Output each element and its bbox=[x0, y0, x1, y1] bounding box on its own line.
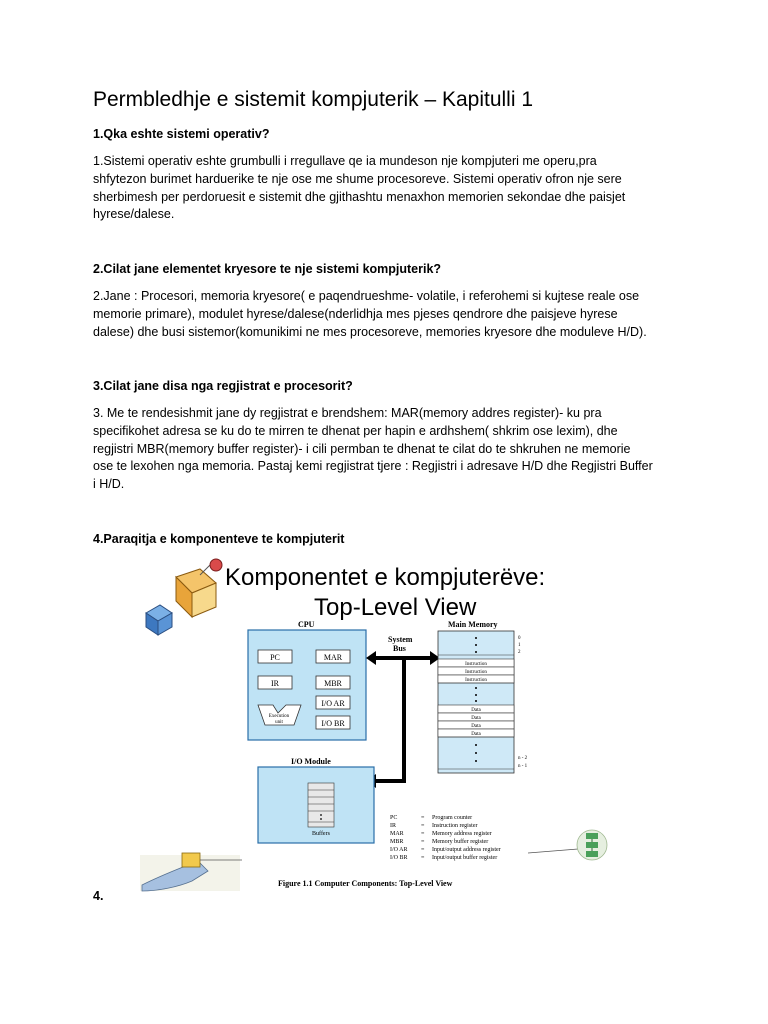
legend-desc: Memory address register bbox=[432, 831, 492, 837]
answer-1-line: 1.Sistemi operativ eshte grumbulli i rregullave qe ia mundeson nje kompjuteri me operu,pra bbox=[93, 154, 597, 168]
figure-subheading: Top-Level View bbox=[314, 594, 477, 621]
answer-2-line: dalese) dhe busi sistemor(komunikimi ne mes procesoreve, memories kryesore dhe moduleve H/D). bbox=[93, 324, 647, 339]
legend-desc: Program counter bbox=[432, 815, 473, 821]
answer-2 bbox=[93, 288, 683, 341]
memory-dot bbox=[475, 644, 477, 646]
pc-register-label: PC bbox=[270, 653, 280, 662]
ir-register-label: IR bbox=[271, 679, 279, 688]
memory-cell-label: Instruction bbox=[465, 670, 487, 675]
memory-index: n - 2 bbox=[518, 756, 528, 761]
answer-3 bbox=[93, 405, 683, 494]
figure-heading: Komponentet e kompjuterëve: bbox=[225, 564, 546, 591]
memory-cell-label: Instruction bbox=[465, 678, 487, 683]
legend-equals: = bbox=[421, 847, 425, 853]
answer-1-line: sherbimesh per perdoruesit e sistemit dhe gjithashtu menaxhon memorien sekondae dhe paisjet bbox=[93, 189, 626, 204]
memory-dot bbox=[475, 651, 477, 653]
execution-unit-label: Execution bbox=[268, 714, 290, 719]
legend bbox=[390, 815, 501, 861]
io-module-label: I/O Module bbox=[291, 757, 331, 766]
legend-desc: Input/output address register bbox=[432, 847, 501, 853]
legend-equals: = bbox=[421, 831, 425, 837]
answer-3-line: regjistri MBR(memory buffer register)- i cili permban te dhenat te cilat do te shkruhen ne memorie bbox=[93, 441, 631, 456]
memory-cell-label: Data bbox=[471, 724, 481, 729]
legend-desc: Memory buffer register bbox=[432, 839, 489, 845]
answer-1-line: shfytezon burimet harduerike te nje ose me shume procesoreve. Sistemi operativ ofron nje sere bbox=[93, 171, 622, 186]
system-bus-label: Bus bbox=[393, 644, 406, 653]
memory-cell-label: Data bbox=[471, 708, 481, 713]
legend-equals: = bbox=[421, 815, 425, 821]
legend-abbr: I/O AR bbox=[390, 847, 408, 853]
memory-index: 2 bbox=[518, 650, 521, 655]
answer-3-line: specifikohet adresa se ku do te mirren te dhenat per hapin e ardhshem( shkrim ose lexim), dhe bbox=[93, 423, 618, 438]
memory-index: 1 bbox=[518, 643, 521, 648]
legend-abbr: IR bbox=[390, 823, 396, 829]
clipart-flowchart-icon bbox=[528, 830, 607, 860]
memory-cell-label: Instruction bbox=[465, 662, 487, 667]
answer-1-line: hyrese/dalese. bbox=[93, 207, 175, 222]
question-3: 3.Cilat jane disa nga regjistrat e procesorit? bbox=[93, 379, 353, 393]
computer-components-figure bbox=[138, 555, 618, 895]
cpu-label: CPU bbox=[298, 620, 315, 629]
memory-dot bbox=[475, 760, 477, 762]
legend-equals: = bbox=[421, 855, 425, 861]
clipart-cubes-icon bbox=[146, 559, 222, 635]
memory-dot bbox=[475, 744, 477, 746]
question-1: 1.Qka eshte sistemi operativ? bbox=[93, 127, 270, 141]
answer-1 bbox=[93, 153, 683, 224]
answer-3-line: 3. Me te rendesishmit jane dy regjistrat e brendshem: MAR(memory addres register)- ku pra bbox=[93, 406, 602, 420]
memory-dot bbox=[475, 752, 477, 754]
legend-desc: Instruction register bbox=[432, 823, 478, 829]
memory-dot bbox=[475, 694, 477, 696]
execution-unit-label: unit bbox=[275, 720, 283, 725]
buffers-label: Buffers bbox=[312, 831, 330, 837]
clipart-hand-icon bbox=[140, 853, 242, 891]
mbr-register-label: MBR bbox=[324, 679, 342, 688]
legend-equals: = bbox=[421, 823, 425, 829]
io-br-register-label: I/O BR bbox=[321, 719, 345, 728]
answer-3-line: ose te lexohen nga memoria. Pastaj kemi regjistrat tjere : Regjistri i adresave H/D dhe Regjistri Buffer bbox=[93, 459, 653, 474]
memory-dot bbox=[475, 700, 477, 702]
question-2: 2.Cilat jane elementet kryesore te nje sistemi kompjuterik? bbox=[93, 262, 442, 276]
legend-abbr: MAR bbox=[390, 831, 404, 837]
answer-2-line: memorie primare), modulet hyrese/dalese(nderlidhja mes pjeses qendrore dhe paisjeve hyrese bbox=[93, 306, 618, 321]
memory-dot bbox=[475, 637, 477, 639]
memory-cell-label: Data bbox=[471, 732, 481, 737]
answer-2-line: 2.Jane : Procesori, memoria kryesore( e paqendrueshme- volatile, i referohemi si kujtese reale ose bbox=[93, 289, 640, 303]
memory-index: 0 bbox=[518, 636, 521, 641]
page-title: Permbledhje e sistemit kompjuterik – Kapitulli 1 bbox=[93, 88, 534, 111]
io-ar-register-label: I/O AR bbox=[321, 699, 345, 708]
footer-number: 4. bbox=[93, 889, 104, 903]
mar-register-label: MAR bbox=[323, 653, 343, 662]
system-bus-label: System bbox=[388, 635, 413, 644]
memory-cell-label: Data bbox=[471, 716, 481, 721]
question-4: 4.Paraqitja e komponenteve te kompjuterit bbox=[93, 532, 345, 546]
main-memory-label: Main Memory bbox=[448, 620, 498, 629]
legend-abbr: MBR bbox=[390, 839, 404, 845]
legend-desc: Input/output buffer register bbox=[432, 855, 498, 861]
legend-abbr: I/O BR bbox=[390, 855, 408, 861]
system-bus-arrows bbox=[366, 651, 440, 788]
legend-equals: = bbox=[421, 839, 425, 845]
figure-caption: Figure 1.1 Computer Components: Top-Level View bbox=[278, 879, 453, 888]
memory-index: n - 1 bbox=[518, 764, 528, 769]
legend-abbr: PC bbox=[390, 815, 398, 821]
buffers-stack bbox=[308, 783, 334, 827]
answer-3-line: i H/D. bbox=[93, 477, 125, 492]
memory-dot bbox=[475, 687, 477, 689]
